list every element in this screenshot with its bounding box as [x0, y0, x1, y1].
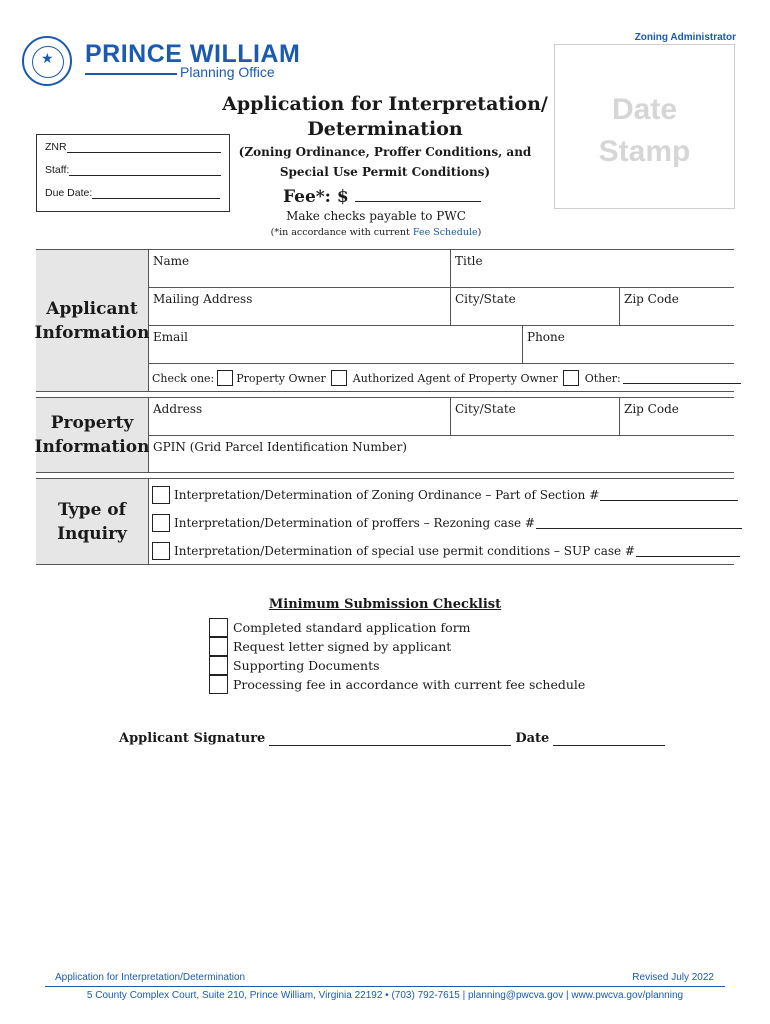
authorized-agent-label: Authorized Agent of Property Owner [352, 371, 558, 385]
property-information-section [36, 397, 734, 473]
checklist-title-text: Minimum Submission Checklist [268, 597, 502, 612]
sup-conditions-label: Interpretation/Determination of special use permit conditions – SUP case # [174, 544, 635, 558]
due-date-input-line[interactable] [92, 187, 220, 199]
footer-address: 5 County Complex Court, Suite 210, Prince William, Virginia 22192 • (703) 792-7615 | planning@pwcva.gov | www.pwcva.gov/planning [86, 990, 684, 1001]
footer-divider [45, 986, 725, 987]
signature-row [119, 731, 669, 746]
property-section-header [36, 398, 149, 472]
title-field[interactable]: Title [451, 250, 734, 288]
county-seal-icon: ★ [22, 36, 72, 86]
inquiry-option-zoning [152, 486, 738, 504]
email-field[interactable]: Email [149, 326, 523, 364]
fee-label: Fee*: $ [283, 187, 349, 207]
zoning-ordinance-label: Interpretation/Determination of Zoning Ordinance – Part of Section # [174, 488, 600, 502]
property-owner-checkbox[interactable] [217, 370, 233, 386]
inquiry-header-line1: Type of [58, 499, 126, 520]
schedule-prefix: (*in accordance with current [270, 227, 413, 238]
staff-label: Staff: [45, 164, 70, 176]
staff-row [45, 164, 221, 176]
fee-input-line[interactable] [355, 186, 481, 202]
type-of-inquiry-section [36, 478, 734, 565]
page-title [215, 92, 555, 142]
gpin-field[interactable]: GPIN (Grid Parcel Identification Number) [153, 440, 407, 454]
footer-form-name: Application for Interpretation/Determination [55, 972, 246, 983]
schedule-suffix: ) [477, 227, 482, 238]
other-input-line[interactable] [623, 373, 741, 384]
property-zip-code-field[interactable]: Zip Code [620, 398, 734, 436]
title-line1: Application for Interpretation/ [222, 93, 548, 115]
znr-input-line[interactable] [67, 141, 221, 153]
signature-input-line[interactable] [269, 733, 511, 746]
inquiry-section-header [36, 479, 149, 564]
fee-field [283, 186, 481, 207]
check-one-label: Check one: [152, 371, 215, 385]
due-date-label: Due Date: [45, 187, 93, 199]
checklist-item [209, 637, 451, 656]
zoning-ordinance-checkbox[interactable] [152, 486, 170, 504]
mailing-address-field[interactable]: Mailing Address [149, 288, 451, 326]
fee-schedule-link[interactable]: Fee Schedule [412, 227, 478, 238]
applicant-header-line1: Applicant [46, 298, 138, 319]
staff-use-box [36, 134, 230, 212]
payable-note: Make checks payable to PWC [286, 209, 466, 223]
property-address-field[interactable]: Address [149, 398, 451, 436]
sup-conditions-checkbox[interactable] [152, 542, 170, 560]
footer-revised-date: Revised July 2022 [632, 972, 714, 983]
checklist-checkbox[interactable] [209, 656, 228, 675]
logo-subtitle: Planning Office [180, 64, 275, 80]
property-city-state-field[interactable]: City/State [451, 398, 620, 436]
checklist-checkbox[interactable] [209, 637, 228, 656]
znr-label: ZNR [45, 141, 67, 153]
authorized-agent-checkbox[interactable] [331, 370, 347, 386]
title-line2: Determination [307, 118, 463, 140]
property-header-line1: Property [50, 413, 134, 433]
staff-input-line[interactable] [69, 164, 221, 176]
phone-field[interactable]: Phone [523, 326, 734, 364]
date-stamp-box [554, 44, 735, 209]
applicant-section-header [36, 250, 149, 391]
date-stamp-line1: Date [611, 93, 678, 126]
checklist-item [209, 675, 585, 694]
signature-date-label: Date [515, 731, 550, 746]
checklist-item-label: Completed standard application form [233, 620, 471, 635]
page-subtitle [222, 142, 548, 182]
fee-schedule-note [230, 227, 522, 238]
zoning-administrator-label: Zoning Administrator [634, 32, 736, 43]
checklist-item [209, 656, 380, 675]
checklist-item-label: Processing fee in accordance with current fee schedule [233, 677, 586, 692]
checklist-checkbox[interactable] [209, 618, 228, 637]
inquiry-option-proffers [152, 514, 742, 532]
name-field[interactable]: Name [149, 250, 451, 288]
proffers-checkbox[interactable] [152, 514, 170, 532]
property-header-line2: Information [34, 437, 150, 457]
checklist-item-label: Request letter signed by applicant [233, 639, 452, 654]
checklist-item-label: Supporting Documents [233, 658, 380, 673]
due-date-row [45, 187, 220, 199]
applicant-header-line2: Information [34, 322, 150, 343]
subtitle-line1: (Zoning Ordinance, Proffer Conditions, and [238, 145, 532, 159]
applicant-city-state-field[interactable]: City/State [451, 288, 620, 326]
signature-date-input-line[interactable] [553, 733, 665, 746]
other-label: Other: [584, 371, 621, 385]
applicant-zip-code-field[interactable]: Zip Code [620, 288, 734, 326]
logo-divider [85, 73, 177, 75]
applicant-signature-label: Applicant Signature [119, 731, 266, 746]
inquiry-option-sup [152, 542, 740, 560]
sup-case-input-line[interactable] [636, 545, 740, 557]
other-checkbox[interactable] [563, 370, 579, 386]
znr-row [45, 141, 221, 153]
checklist-title [0, 597, 770, 612]
checklist-item [209, 618, 471, 637]
date-stamp-line2: Stamp [598, 135, 691, 168]
section-number-input-line[interactable] [600, 489, 738, 501]
checklist-checkbox[interactable] [209, 675, 228, 694]
rezoning-case-input-line[interactable] [536, 517, 742, 529]
proffers-label: Interpretation/Determination of proffers – Rezoning case # [174, 516, 535, 530]
prince-william-logo [22, 36, 301, 92]
logo-name: PRINCE WILLIAM [85, 40, 301, 68]
property-owner-label: Property Owner [236, 371, 326, 385]
subtitle-line2: Special Use Permit Conditions) [279, 165, 491, 179]
inquiry-header-line2: Inquiry [57, 523, 127, 544]
applicant-information-section [36, 249, 734, 392]
applicant-role-row [152, 370, 741, 386]
